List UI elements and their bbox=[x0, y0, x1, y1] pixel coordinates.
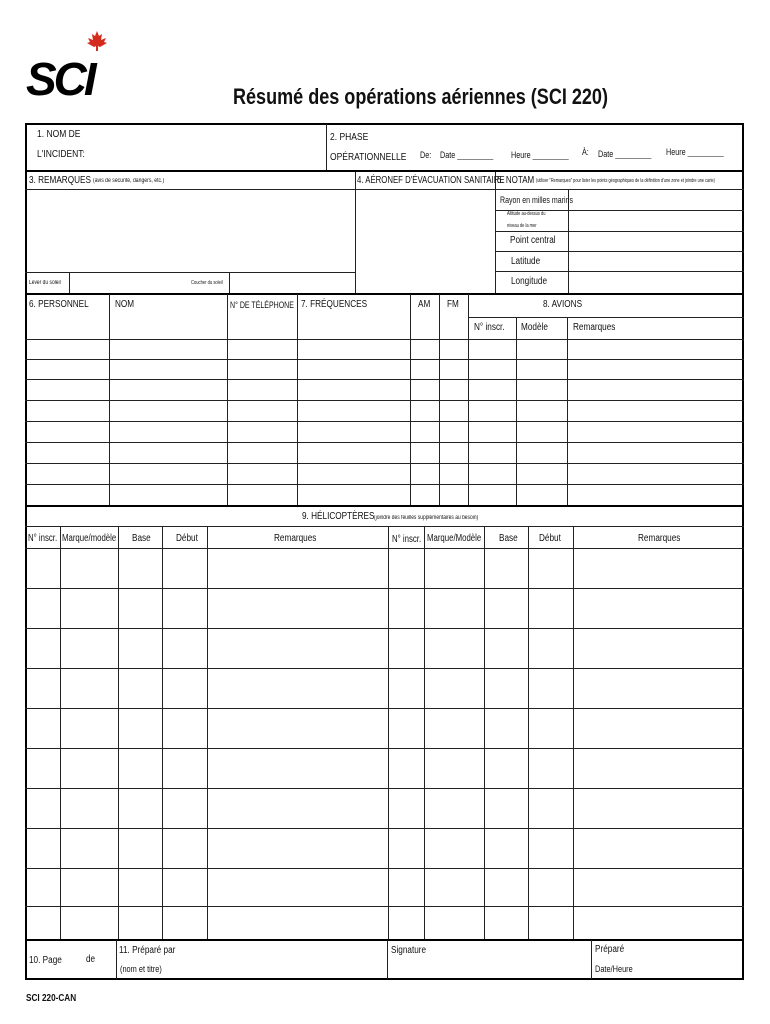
personnel-table[interactable] bbox=[27, 318, 467, 504]
airplane-reg-header: N° inscr. bbox=[474, 322, 505, 333]
heli-reg-header: N° inscr. bbox=[28, 533, 58, 544]
signature-label: Signature bbox=[391, 945, 427, 956]
incident-name-label: 1. NOM DE bbox=[37, 129, 81, 140]
personnel-phone-header: N° DE TÉLÉPHONE bbox=[230, 300, 294, 310]
from-date-field[interactable]: Date _________ bbox=[440, 150, 494, 160]
sunset-label: Coucher du soleil bbox=[191, 280, 223, 286]
from-label: De: bbox=[420, 150, 432, 160]
prepared-by-field[interactable] bbox=[180, 942, 385, 978]
to-time-field[interactable]: Heure _________ bbox=[666, 147, 724, 157]
to-date-field[interactable]: Date _________ bbox=[598, 149, 652, 159]
altitude-label-2: niveau de la mer bbox=[507, 223, 537, 229]
personnel-name-header: NOM bbox=[115, 299, 135, 310]
radius-label: Rayon en milles marins bbox=[500, 195, 573, 205]
heli-start-header: Début bbox=[176, 533, 198, 544]
phase-label: 2. PHASE bbox=[330, 132, 369, 143]
personnel-label: 6. PERSONNEL bbox=[29, 299, 89, 310]
medevac-field[interactable] bbox=[357, 191, 494, 293]
sunrise-field[interactable] bbox=[70, 273, 188, 293]
phase-label-2: OPÉRATIONNELLE bbox=[330, 152, 407, 163]
helicopters-note: (joindre des feuilles supplémentaires au besoin) bbox=[374, 515, 479, 521]
maple-leaf-icon bbox=[86, 30, 108, 52]
sunrise-label: Lever du soleil bbox=[29, 280, 61, 286]
helicopters-label: 9. HÉLICOPTÈRES bbox=[302, 511, 375, 522]
latitude-field[interactable] bbox=[570, 252, 742, 270]
altitude-label: Altitude au-dessus du bbox=[507, 211, 546, 217]
heli-model-header: Marque/modèle bbox=[62, 533, 117, 544]
page-label: 10. Page bbox=[29, 955, 62, 966]
fm-header: FM bbox=[447, 299, 459, 310]
center-point-label: Point central bbox=[510, 235, 556, 246]
helicopters-table[interactable] bbox=[27, 549, 743, 938]
page-of-label: de bbox=[86, 954, 96, 965]
airplanes-label: 8. AVIONS bbox=[543, 299, 583, 310]
remarks-field[interactable] bbox=[27, 191, 353, 271]
heli-base-header-2: Base bbox=[499, 533, 518, 544]
incident-name-label-2: L'INCIDENT: bbox=[37, 149, 85, 160]
notam-label: 5. NOTAM bbox=[497, 175, 535, 186]
latitude-label: Latitude bbox=[511, 256, 541, 267]
heli-remarks-header-2: Remarques bbox=[638, 533, 681, 544]
to-label: À: bbox=[582, 147, 589, 157]
radius-field[interactable] bbox=[570, 191, 742, 209]
remarks-label: 3. REMARQUES bbox=[29, 175, 91, 186]
logo-text: SCI bbox=[26, 53, 94, 105]
prepared-datetime-label: Date/Heure bbox=[595, 964, 633, 974]
sunset-field[interactable] bbox=[230, 273, 354, 293]
longitude-field[interactable] bbox=[570, 272, 742, 293]
heli-start-header-2: Début bbox=[539, 533, 561, 544]
signature-field[interactable] bbox=[389, 958, 589, 978]
sci-logo bbox=[26, 52, 94, 106]
am-header: AM bbox=[418, 299, 431, 310]
prepared-by-note: (nom et titre) bbox=[120, 964, 162, 974]
medevac-label: 4. AÉRONEF D'ÉVACUATION SANITAIRE bbox=[357, 175, 505, 186]
longitude-label: Longitude bbox=[511, 276, 548, 287]
page-title: Résumé des opérations aériennes (SCI 220) bbox=[233, 84, 608, 109]
prepared-label: Préparé bbox=[595, 944, 625, 955]
airplanes-table[interactable] bbox=[469, 340, 743, 504]
remarks-note: (avis de sécurité, dangers, etc.) bbox=[93, 178, 165, 184]
notam-note: (utiliser "Remarques" pour lister les points géographiques de la définition d'une zone et joindre une carte) bbox=[536, 178, 715, 184]
frequencies-label: 7. FRÉQUENCES bbox=[301, 299, 368, 310]
incident-name-field[interactable] bbox=[100, 140, 320, 162]
airplane-remarks-header: Remarques bbox=[573, 322, 616, 333]
heli-remarks-header: Remarques bbox=[274, 533, 317, 544]
heli-reg-header-2: N° inscr. bbox=[392, 534, 422, 545]
heli-model-header-2: Marque/Modèle bbox=[427, 533, 482, 544]
prepared-by-label: 11. Préparé par bbox=[119, 945, 176, 956]
airplane-model-header: Modèle bbox=[521, 322, 548, 333]
prepared-datetime-field[interactable] bbox=[640, 942, 742, 978]
heli-base-header: Base bbox=[132, 533, 151, 544]
altitude-field[interactable] bbox=[570, 211, 742, 230]
form-code: SCI 220-CAN bbox=[26, 993, 77, 1004]
from-time-field[interactable]: Heure _________ bbox=[511, 150, 569, 160]
center-point-field[interactable] bbox=[570, 232, 742, 250]
